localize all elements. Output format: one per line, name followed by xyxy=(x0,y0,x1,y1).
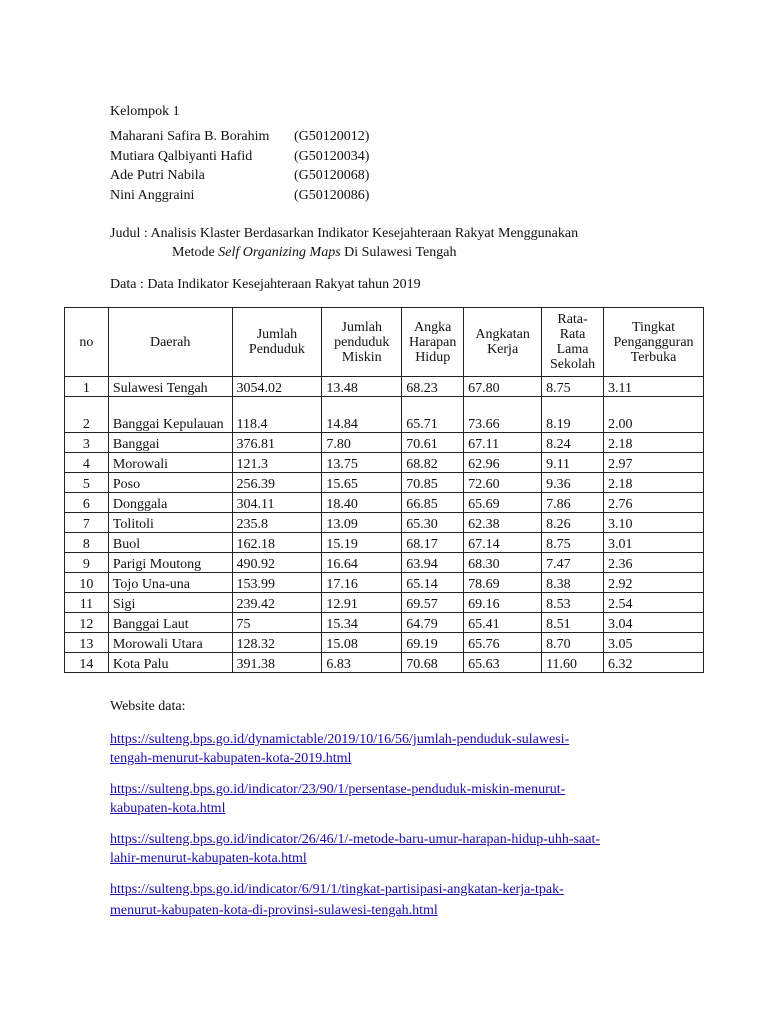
cell-harapan-hidup: 65.14 xyxy=(402,573,464,593)
cell-penduduk-miskin: 15.65 xyxy=(322,473,402,493)
cell-lama-sekolah: 8.38 xyxy=(542,573,604,593)
header-rata-rata-lama-sekolah: Rata-Rata Lama Sekolah xyxy=(542,308,604,377)
judul-suffix: Di Sulawesi Tengah xyxy=(340,245,457,260)
cell-no: 7 xyxy=(65,513,109,533)
table-row xyxy=(65,473,704,493)
cell-angkatan-kerja: 68.30 xyxy=(464,553,542,573)
judul-line-1: Judul : Analisis Klaster Berdasarkan Indikator Kesejahteraan Rakyat Menggunakan xyxy=(110,226,579,241)
cell-angkatan-kerja: 73.66 xyxy=(464,397,542,433)
cell-lama-sekolah: 8.70 xyxy=(542,633,604,653)
table-row xyxy=(65,513,704,533)
cell-harapan-hidup: 63.94 xyxy=(402,553,464,573)
cell-harapan-hidup: 68.17 xyxy=(402,533,464,553)
cell-penduduk-miskin: 12.91 xyxy=(322,593,402,613)
cell-angkatan-kerja: 65.76 xyxy=(464,633,542,653)
cell-no: 6 xyxy=(65,493,109,513)
cell-angkatan-kerja: 69.16 xyxy=(464,593,542,613)
cell-angkatan-kerja: 65.63 xyxy=(464,653,542,673)
cell-jumlah-penduduk: 3054.02 xyxy=(232,377,322,397)
cell-daerah: Sigi xyxy=(108,593,232,613)
cell-lama-sekolah: 9.11 xyxy=(542,453,604,473)
cell-jumlah-penduduk: 162.18 xyxy=(232,533,322,553)
cell-daerah: Morowali Utara xyxy=(108,633,232,653)
table-row xyxy=(65,633,704,653)
website-label: Website data: xyxy=(110,699,186,714)
table-row xyxy=(65,533,704,553)
member-name: Ade Putri Nabila xyxy=(110,168,205,183)
source-link-4-cont[interactable]: menurut-kabupaten-kota-di-provinsi-sulawesi-tengah.html xyxy=(110,903,438,918)
cell-daerah: Parigi Moutong xyxy=(108,553,232,573)
table-row xyxy=(65,453,704,473)
cell-harapan-hidup: 65.71 xyxy=(402,397,464,433)
cell-penduduk-miskin: 15.08 xyxy=(322,633,402,653)
cell-penduduk-miskin: 6.83 xyxy=(322,653,402,673)
cell-penduduk-miskin: 7.80 xyxy=(322,433,402,453)
cell-no: 9 xyxy=(65,553,109,573)
cell-jumlah-penduduk: 304.11 xyxy=(232,493,322,513)
header-no: no xyxy=(65,308,109,377)
member-nim: (G50120012) xyxy=(294,129,370,144)
table-header-row xyxy=(65,308,704,377)
cell-pengangguran: 3.04 xyxy=(604,613,704,633)
table-row xyxy=(65,653,704,673)
cell-jumlah-penduduk: 239.42 xyxy=(232,593,322,613)
cell-angkatan-kerja: 62.96 xyxy=(464,453,542,473)
cell-no: 11 xyxy=(65,593,109,613)
table-body xyxy=(65,377,704,673)
cell-harapan-hidup: 69.19 xyxy=(402,633,464,653)
cell-harapan-hidup: 66.85 xyxy=(402,493,464,513)
cell-jumlah-penduduk: 490.92 xyxy=(232,553,322,573)
cell-penduduk-miskin: 13.75 xyxy=(322,453,402,473)
cell-lama-sekolah: 8.24 xyxy=(542,433,604,453)
cell-angkatan-kerja: 78.69 xyxy=(464,573,542,593)
cell-lama-sekolah: 8.19 xyxy=(542,397,604,433)
cell-daerah: Banggai Laut xyxy=(108,613,232,633)
cell-jumlah-penduduk: 121.3 xyxy=(232,453,322,473)
source-link-3[interactable]: https://sulteng.bps.go.id/indicator/26/46/1/-metode-baru-umur-harapan-hidup-uhh-saat- xyxy=(110,832,600,847)
cell-harapan-hidup: 68.23 xyxy=(402,377,464,397)
cell-daerah: Tolitoli xyxy=(108,513,232,533)
cell-no: 8 xyxy=(65,533,109,553)
cell-angkatan-kerja: 65.69 xyxy=(464,493,542,513)
cell-pengangguran: 3.05 xyxy=(604,633,704,653)
group-title: Kelompok 1 xyxy=(110,104,180,119)
table-row xyxy=(65,553,704,573)
cell-lama-sekolah: 8.75 xyxy=(542,533,604,553)
source-link-1-cont[interactable]: tengah-menurut-kabupaten-kota-2019.html xyxy=(110,751,352,766)
source-link-2[interactable]: https://sulteng.bps.go.id/indicator/23/90/1/persentase-penduduk-miskin-menurut- xyxy=(110,782,566,797)
member-name: Nini Anggraini xyxy=(110,188,195,203)
cell-daerah: Kota Palu xyxy=(108,653,232,673)
cell-harapan-hidup: 69.57 xyxy=(402,593,464,613)
cell-jumlah-penduduk: 75 xyxy=(232,613,322,633)
cell-lama-sekolah: 11.60 xyxy=(542,653,604,673)
cell-no: 13 xyxy=(65,633,109,653)
cell-pengangguran: 6.32 xyxy=(604,653,704,673)
header-jumlah-penduduk-miskin: Jumlah penduduk Miskin xyxy=(322,308,402,377)
cell-jumlah-penduduk: 153.99 xyxy=(232,573,322,593)
cell-penduduk-miskin: 18.40 xyxy=(322,493,402,513)
cell-pengangguran: 2.18 xyxy=(604,433,704,453)
cell-jumlah-penduduk: 128.32 xyxy=(232,633,322,653)
cell-angkatan-kerja: 67.80 xyxy=(464,377,542,397)
cell-no: 12 xyxy=(65,613,109,633)
header-jumlah-penduduk: Jumlah Penduduk xyxy=(232,308,322,377)
cell-no: 1 xyxy=(65,377,109,397)
source-link-3-cont[interactable]: lahir-menurut-kabupaten-kota.html xyxy=(110,851,307,866)
cell-lama-sekolah: 7.86 xyxy=(542,493,604,513)
indicator-table xyxy=(64,307,704,673)
cell-jumlah-penduduk: 256.39 xyxy=(232,473,322,493)
cell-harapan-hidup: 68.82 xyxy=(402,453,464,473)
header-daerah: Daerah xyxy=(108,308,232,377)
cell-angkatan-kerja: 67.14 xyxy=(464,533,542,553)
cell-angkatan-kerja: 65.41 xyxy=(464,613,542,633)
cell-daerah: Tojo Una-una xyxy=(108,573,232,593)
cell-pengangguran: 3.01 xyxy=(604,533,704,553)
cell-angkatan-kerja: 67.11 xyxy=(464,433,542,453)
cell-penduduk-miskin: 17.16 xyxy=(322,573,402,593)
cell-no: 3 xyxy=(65,433,109,453)
cell-pengangguran: 3.11 xyxy=(604,377,704,397)
cell-harapan-hidup: 64.79 xyxy=(402,613,464,633)
cell-pengangguran: 2.18 xyxy=(604,473,704,493)
source-link-2-cont[interactable]: kabupaten-kota.html xyxy=(110,801,226,816)
header-angka-harapan-hidup: Angka Harapan Hidup xyxy=(402,308,464,377)
table-row xyxy=(65,493,704,513)
header-tingkat-pengangguran: Tingkat Pengangguran Terbuka xyxy=(604,308,704,377)
cell-pengangguran: 2.54 xyxy=(604,593,704,613)
member-name: Mutiara Qalbiyanti Hafid xyxy=(110,149,253,164)
cell-pengangguran: 2.92 xyxy=(604,573,704,593)
table-row xyxy=(65,593,704,613)
cell-harapan-hidup: 70.68 xyxy=(402,653,464,673)
cell-harapan-hidup: 70.61 xyxy=(402,433,464,453)
cell-penduduk-miskin: 15.34 xyxy=(322,613,402,633)
cell-lama-sekolah: 9.36 xyxy=(542,473,604,493)
cell-penduduk-miskin: 14.84 xyxy=(322,397,402,433)
cell-lama-sekolah: 8.75 xyxy=(542,377,604,397)
cell-pengangguran: 2.97 xyxy=(604,453,704,473)
cell-penduduk-miskin: 13.48 xyxy=(322,377,402,397)
cell-no: 2 xyxy=(65,397,109,433)
data-caption: Data : Data Indikator Kesejahteraan Rakyat tahun 2019 xyxy=(110,277,421,292)
cell-pengangguran: 2.76 xyxy=(604,493,704,513)
cell-harapan-hidup: 65.30 xyxy=(402,513,464,533)
cell-penduduk-miskin: 16.64 xyxy=(322,553,402,573)
cell-penduduk-miskin: 13.09 xyxy=(322,513,402,533)
cell-no: 14 xyxy=(65,653,109,673)
member-nim: (G50120068) xyxy=(294,168,370,183)
cell-daerah: Donggala xyxy=(108,493,232,513)
cell-jumlah-penduduk: 391.38 xyxy=(232,653,322,673)
cell-jumlah-penduduk: 376.81 xyxy=(232,433,322,453)
judul-method-italic: Self Organizing Maps xyxy=(218,245,341,260)
table-row xyxy=(65,613,704,633)
cell-harapan-hidup: 70.85 xyxy=(402,473,464,493)
cell-no: 5 xyxy=(65,473,109,493)
cell-penduduk-miskin: 15.19 xyxy=(322,533,402,553)
cell-lama-sekolah: 8.51 xyxy=(542,613,604,633)
header-angkatan-kerja: Angkatan Kerja xyxy=(464,308,542,377)
cell-jumlah-penduduk: 118.4 xyxy=(232,397,322,433)
cell-no: 10 xyxy=(65,573,109,593)
source-link-4[interactable]: https://sulteng.bps.go.id/indicator/6/91/1/tingkat-partisipasi-angkatan-kerja-tpak- xyxy=(110,882,564,897)
cell-pengangguran: 2.36 xyxy=(604,553,704,573)
table-row xyxy=(65,377,704,397)
cell-lama-sekolah: 7.47 xyxy=(542,553,604,573)
table-row xyxy=(65,433,704,453)
cell-pengangguran: 2.00 xyxy=(604,397,704,433)
cell-angkatan-kerja: 62.38 xyxy=(464,513,542,533)
cell-lama-sekolah: 8.53 xyxy=(542,593,604,613)
table-row xyxy=(65,397,704,433)
cell-daerah: Banggai Kepulauan xyxy=(108,397,232,433)
cell-daerah: Poso xyxy=(108,473,232,493)
cell-no: 4 xyxy=(65,453,109,473)
member-name: Maharani Safira B. Borahim xyxy=(110,129,270,144)
cell-daerah: Banggai xyxy=(108,433,232,453)
judul-prefix: Metode xyxy=(172,245,219,260)
cell-angkatan-kerja: 72.60 xyxy=(464,473,542,493)
cell-daerah: Buol xyxy=(108,533,232,553)
cell-lama-sekolah: 8.26 xyxy=(542,513,604,533)
cell-daerah: Sulawesi Tengah xyxy=(108,377,232,397)
table-row xyxy=(65,573,704,593)
cell-jumlah-penduduk: 235.8 xyxy=(232,513,322,533)
member-nim: (G50120034) xyxy=(294,149,370,164)
source-link-1[interactable]: https://sulteng.bps.go.id/dynamictable/2019/10/16/56/jumlah-penduduk-sulawesi- xyxy=(110,732,570,747)
member-nim: (G50120086) xyxy=(294,188,370,203)
cell-daerah: Morowali xyxy=(108,453,232,473)
cell-pengangguran: 3.10 xyxy=(604,513,704,533)
judul-line-2 xyxy=(172,244,456,262)
